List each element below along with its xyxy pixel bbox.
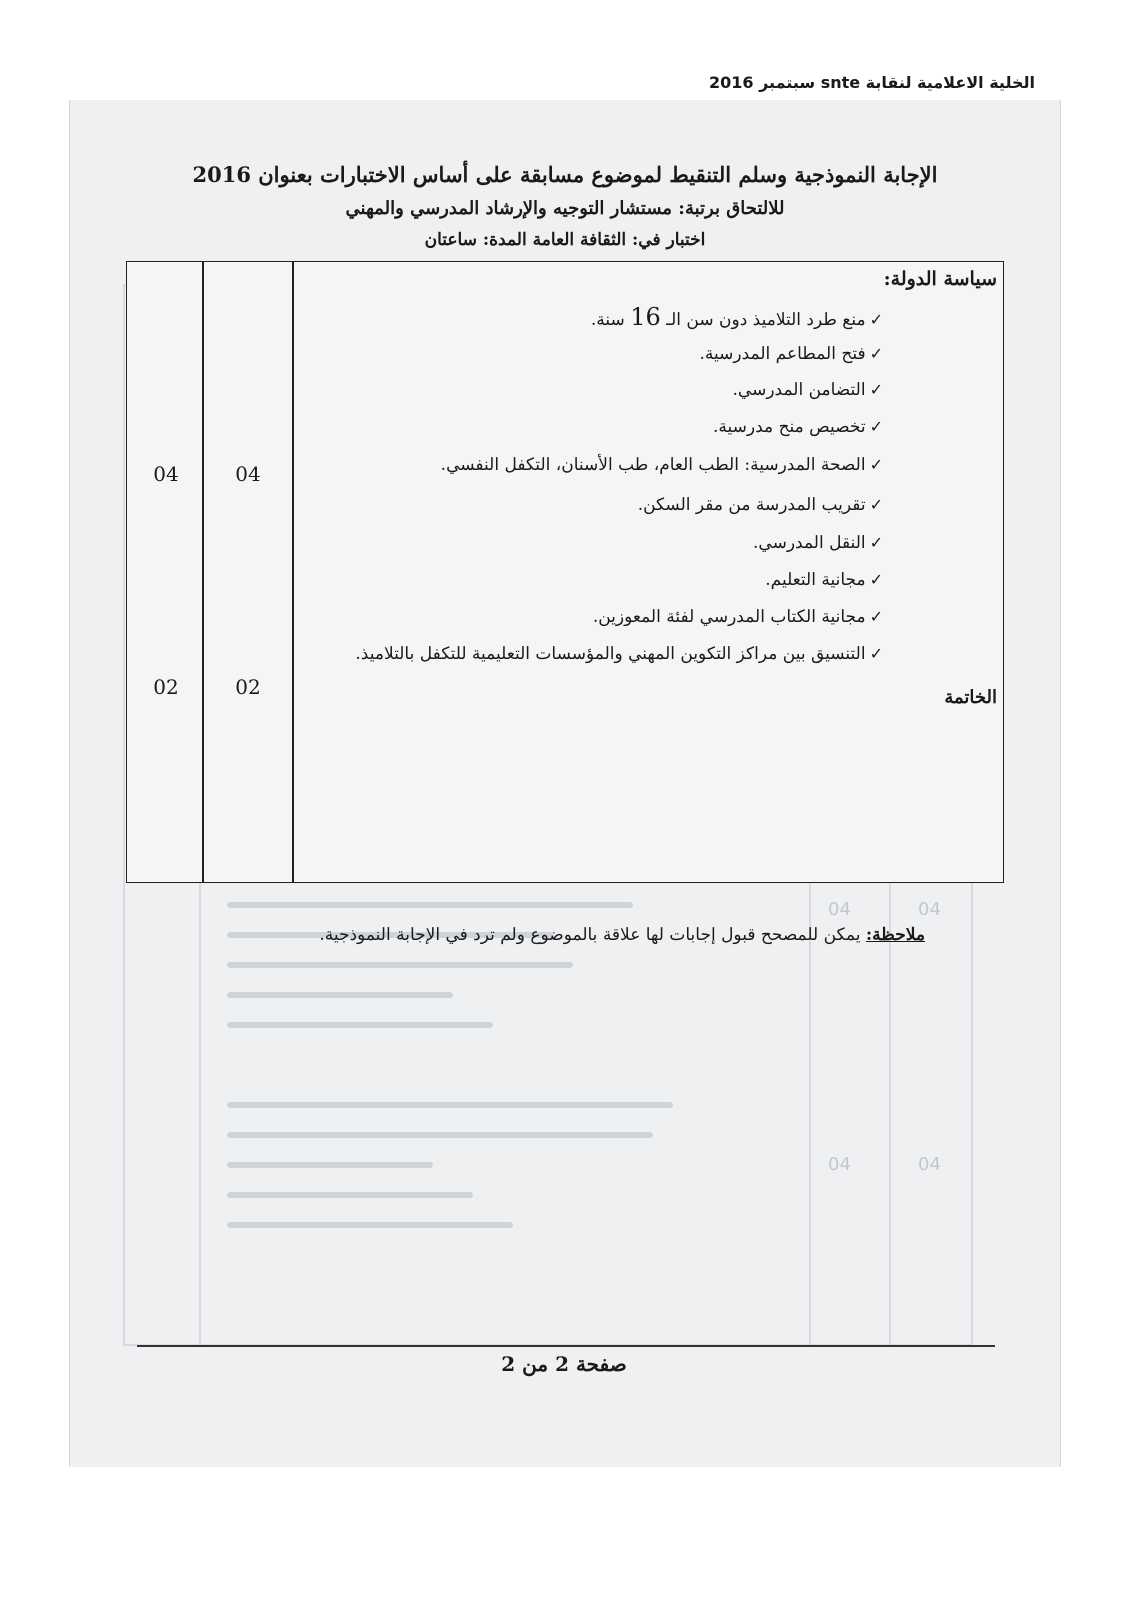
svg-text:04: 04 — [828, 1154, 851, 1175]
check-icon: ✓ — [869, 644, 883, 663]
list-item: ✓تقريب المدرسة من مقر السكن. — [637, 495, 883, 515]
check-icon: ✓ — [869, 344, 883, 363]
section-heading: سياسة الدولة: — [883, 268, 997, 290]
column-divider-1 — [202, 262, 204, 882]
list-item: ✓التضامن المدرسي. — [732, 380, 883, 400]
check-icon: ✓ — [869, 570, 883, 589]
note-text: يمكن للمصحح قبول إجابات لها علاقة بالموضوع ولم ترد في الإجابة النموذجية. — [319, 925, 866, 945]
score-conclusion-col2: 02 — [235, 675, 261, 699]
check-icon: ✓ — [869, 607, 883, 626]
list-item: ✓الصحة المدرسية: الطب العام، طب الأسنان، التكفل النفسي. — [440, 455, 883, 475]
score-conclusion-col1: 02 — [153, 675, 179, 699]
list-item: ✓مجانية الكتاب المدرسي لفئة المعوزين. — [592, 607, 883, 627]
title-line-2: للالتحاق برتبة: مستشار التوجيه والإرشاد المدرسي والمهني — [345, 198, 785, 219]
score-policy-col1: 04 — [153, 462, 179, 486]
answer-grid — [126, 261, 1004, 945]
list-item: ✓التنسيق بين مراكز التكوين المهني والمؤسسات التعليمية للتكفل بالتلاميذ. — [355, 644, 883, 664]
svg-text:04: 04 — [918, 1154, 941, 1175]
svg-text:04: 04 — [828, 899, 851, 920]
scanned-page — [69, 100, 1061, 1467]
conclusion-heading: الخاتمة — [944, 687, 997, 708]
list-item: ✓مجانية التعليم. — [765, 570, 883, 590]
check-icon: ✓ — [869, 417, 883, 436]
check-icon: ✓ — [869, 533, 883, 552]
title-line-1: الإجابة النموذجية وسلم التنقيط لموضوع مسابقة على أساس الاختبارات بعنوان 2016 — [192, 162, 938, 187]
check-icon: ✓ — [869, 380, 883, 399]
list-item: ✓منع طرد التلاميذ دون سن الـ 16 سنة. — [590, 303, 883, 331]
list-item: ✓النقل المدرسي. — [753, 533, 883, 553]
list-item: ✓تخصيص منح مدرسية. — [713, 417, 883, 437]
title-line-3: اختبار في: الثقافة العامة المدة: ساعتان — [424, 230, 706, 250]
page-number: صفحة 2 من 2 — [501, 1352, 627, 1376]
check-icon: ✓ — [869, 455, 883, 474]
column-divider-2 — [292, 262, 294, 882]
footer-divider — [137, 1345, 995, 1347]
check-icon: ✓ — [869, 495, 883, 514]
header-caption: الخلية الاعلامية لنقابة snte سبتمبر 2016 — [709, 73, 1035, 92]
note-label: ملاحظة: — [865, 925, 925, 945]
score-policy-col2: 04 — [235, 462, 261, 486]
list-item: ✓فتح المطاعم المدرسية. — [699, 344, 883, 364]
check-icon: ✓ — [869, 310, 883, 329]
note — [319, 925, 925, 945]
svg-text:04: 04 — [918, 899, 941, 920]
